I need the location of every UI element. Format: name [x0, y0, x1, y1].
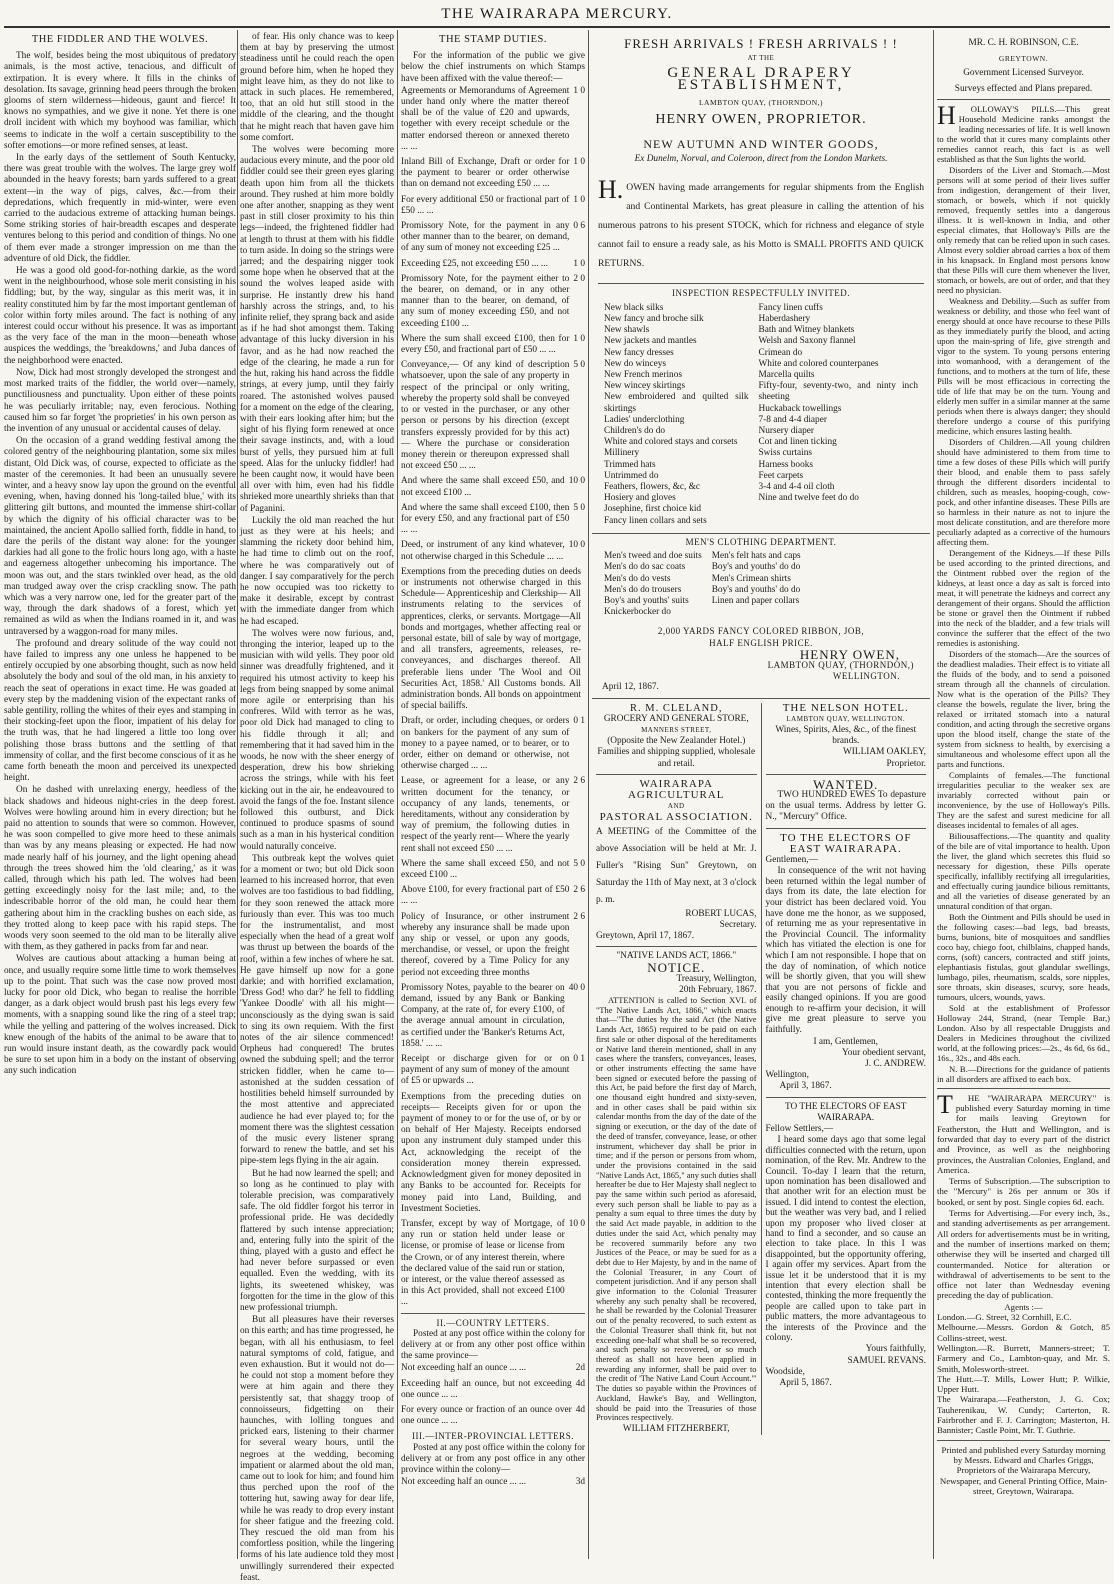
goods-item: 3-4 and 4-4 oil cloth	[758, 482, 835, 493]
clothing-item: Linen and paper collars	[711, 595, 800, 606]
duty-amount: 2 6	[573, 885, 585, 896]
clothing-item: Men's felt hats and caps	[711, 551, 801, 562]
owen-headline: FRESH ARRIVALS ! FRESH ARRIVALS ! !	[624, 36, 898, 51]
duty-amount: 4d	[575, 1378, 585, 1389]
article-paragraph: The wolf, besides being the most ubiquitous of predatory animals, is the most active, tenacious, and difficult of extirpation. It is every where. It fills in the chinks of desolation. Its savage, grinning head peers through the broken glooms of stern wilderness—hideous, gaunt and fierce! It knows no sympathies, and we give it none. Yet there is one droll incident with which my boyhood was familiar, which seems to indicate in the wolf a certain susceptibility to the softer emotions—or more refined senses, at least.	[4, 51, 236, 151]
electors1-closing: I am, Gentlemen,	[813, 1036, 879, 1047]
duty-amount: 1 0	[573, 85, 585, 96]
postage2-list	[401, 1477, 585, 1488]
owen-at-the: AT THE	[747, 54, 775, 63]
electors2-body: I heard some days ago that some legal difficulties connected with the return, upon nomination, of the Rev. Mr. Andrew to the Council. To-day I learn that the return, upon nomination has been disallowed and that another writ for an election must be issued. I did intend to contest the election, but the weather was very bad, and I relied upon my proposer who lived closer at hand to find a seconder, and so cause an election to take place. In this I was disappointed, but the opportunity offering, I again offer my services. Apart from the issue let it be understood that it is my intention that every election shall be contested, thinking the more frequently the people are called upon to take part in public matters, the more advantageous to the interests of the Province and the colony.	[765, 1135, 926, 1344]
goods-item: Welsh and Saxony flannel	[758, 336, 856, 347]
clothing-item: Men's do do vests	[604, 573, 671, 584]
owen-mens-list-right	[712, 551, 801, 618]
electors2-sig: SAMUEL REVANS.	[847, 1355, 926, 1366]
duty-description: Promissory Note, for the payment in any other manner than to the bearer, on demand, of any sum of money not exceeding £25 ...	[401, 221, 570, 254]
duty-row	[401, 157, 585, 191]
electors2-place: Woodside,	[765, 1366, 805, 1377]
duty-description: For every ounce or fraction of an ounce over one ounce ... ...	[401, 1404, 572, 1427]
article-paragraph: The wolves were now furious, and, thronging the interior, leaped up to the musician with wild yells. They poor old sinner was dreadfully frightened, and it required his utmost activity to keep his legs from being snapped by some animal more agile or enterprising than his confreres. Wild with terror as he was, poor old Dick had managed to cling to his fiddle through it all; and remembering that it had saved him in the woods, he now with the sheer energy of desperation, drew his bow shrieking across the strings, while with his feet kicking out in the air, he endeavoured to avoid the fangs of the foe. Instant silence followed this outburst, and Dick continued to produce spasms of sound such as a man in his hysterical condition would naturally conceive.	[240, 628, 394, 852]
owen-inspection: INSPECTION RESPECTFULLY INVITED.	[598, 283, 924, 299]
robinson-role: Government Licensed Surveyor.	[963, 68, 1084, 79]
duty-row	[401, 1054, 585, 1088]
goods-item: Children's do do	[604, 426, 666, 437]
goods-item: New embroidered and quilted silk skirtings	[604, 392, 749, 414]
owen-ribbon: 2,000 YARDS FANCY COLORED RIBBON, JOB,	[657, 626, 865, 637]
duty-description: Inland Bill of Exchange, Draft or order for the payment to bearer or order otherwise than on demand not exceeding £50 ... ...	[401, 157, 570, 190]
holloway-paragraph: Both the Ointment and Pills should be used in the following cases:—bad legs, bad breasts, burns, bunions, bite of mosquitoes and sandflies coco bay, chiego foot, chilblains, chapped hands, corns, (soft) cancers, contracted and stiff joints, elephantiasis fistulas, gout glandular swellings, lumbago, piles, rheumatism, scalds, sore nipples, sore throats, skin diseases, scurvy, sore heads, tumours, ulcers, wounds, yaws.	[937, 911, 1110, 1002]
postage-title: II.—COUNTRY LETTERS.	[436, 1317, 550, 1328]
cleland-name: R. M. CLELAND,	[630, 702, 723, 714]
holloway-paragraph: N. B.—Directions for the guidance of patients in all disorders are affixed to each box.	[937, 1063, 1110, 1084]
holloway-paragraph: Biliousaffections.—The quantity and quality of the bile are of vital importance to health. Upon the liver, the gland which secretes this fluid so necessary for digestion, these Pills operate specifically, infallibly rectifying all irregularities, and effectually curing jaundice bilious remittants, and all the varieties of disease generated by an unnatural condition of that organ.	[937, 830, 1110, 911]
mercury-paragraph: HE "WAIRARAPA MERCURY" is published every Saturday morning in time for mails leaving Greytown for Featherston, the Hutt and Wellington, and is forwarded that day to every part of the district and Province, as well as the neighboring provinces, the Australian Colonies, England, and America.	[937, 1092, 1110, 1175]
duty-row	[401, 1379, 585, 1401]
clothing-item: Men's Crimean shirts	[711, 573, 791, 584]
goods-item: Feet carpets	[758, 470, 804, 481]
goods-item: New French merinos	[604, 370, 682, 381]
duty-row	[401, 912, 585, 979]
article-paragraph: Now, Dick had most strongly developed the strongest and most marked traits of the fiddler, the world over—namely, punctiliousness and punctuality. Upon either of these points he was peculiarly irritable; nay, even ferocious. Nothing caused him so far forget 'the proprieties' in his own person as the invention of any unusual or accidental causes of delay.	[4, 367, 236, 434]
electors1-body: In consequence of the writ not having been returned within the legal number of days from its date, the late election for your district has been declared void. You have done me the honor, as we supposed, of returning me as your representative in the Provincial Council. The informality which has vitiated the election is one for which I am not responsible. I hope that on the day of nomination, of which notice will be shortly given, that you will shew that you are not persons of fickle and easily changed opinions. If you are good enough to re-affirm your decision, it will give me great pleasure to serve you faithfully.	[765, 866, 926, 1036]
duty-description: Conveyance,— Of any kind of description whatsoever, upon the sale of any property in respect of the principal or only writing, whereby the property sold shall be conveyed to or vested in the purchaser, or any other person or persons by his direction (except transfers expressly provided for by this act)— Where the purchase or consideration money therein or thereupon expressed shall not exceed £50 ... ...	[401, 360, 570, 472]
postage-intro: Posted at any post office within the colony for delivery at or from any other post office within the same province—	[401, 1328, 585, 1362]
duty-row	[401, 716, 585, 772]
article-body-continued	[240, 32, 394, 1584]
owen-goods-sub: Ex Dunelm, Norval, and Coleroon, direct from the London Markets.	[634, 154, 888, 165]
duty-row	[401, 360, 585, 472]
duty-row	[401, 859, 585, 881]
duty-row	[401, 1405, 585, 1427]
goods-item: Josephine, first choice kid	[604, 504, 702, 515]
electors2-date: April 5, 1867.	[779, 1378, 832, 1389]
duty-row	[401, 476, 585, 498]
column-divider	[397, 30, 398, 1559]
clothing-item: Men's do do trousers	[604, 584, 682, 595]
duty-description: Above £100, for every fractional part of £50 ... ...	[401, 885, 570, 907]
clothing-item: Knickerbocker do	[604, 607, 671, 618]
goods-item: New shawls	[604, 325, 650, 336]
column-divider	[588, 30, 589, 1559]
duty-row	[401, 776, 585, 854]
duty-description: Exceeding £25, not exceeding £50 ... ...	[401, 258, 548, 269]
duty-row	[401, 540, 585, 562]
duty-description: Agreements or Memorandums of Agreement under hand only where the matter thereof shall be of the value of £20 and upwards, together with every receipt schedule or the matter endorsed thereon or annexed thereto ... ...	[401, 85, 570, 152]
column-advertisements	[592, 32, 930, 1559]
article-paragraph: This outbreak kept the wolves quiet for a moment or two; but old Dick soon learned to his increased horror, that even wolves are too fastidious to bad fiddling, for they soon renewed the attack more furiously than ever. This was too much for the instrumentalist, and most especially when the head of a great wolf was thrust up between the boards of the roof, within a few inches of where he sat. He gave himself up now for a gone darkie; and with horrified exclamation, 'Dress God! who dar?' he fell to fiddling 'Yankee Doodle' with all his might—unconsciously as the dying swan is said to sing its own requiem. With the first notes of the air silence commenced! Orpheus had conquered! The brutes owned the subduing spell; and the terror stricken fiddler, when he came to—astonished at the sudden cessation of hostilities beheld himself surrounded by the most attentive and appreciated audience he had ever played to; for the moment there was the slightest cessation of the music every listener sprang forward to renew the battle, and set his pipe-stem legs flying in the air again.	[240, 853, 394, 1167]
masthead: THE WAIRARAPA MERCURY.	[441, 6, 673, 22]
holloway-paragraph: Complaints of females.—The functional irregularities peculiar to the weaker sex are invariably corrected without pain or inconvenience, by the use of Holloway's Pills. They are the safest and surest medicine for all diseases incidental to females of all ages.	[937, 769, 1110, 830]
nelson-addr: LAMBTON QUAY, WELLINGTON.	[786, 714, 906, 723]
clothing-item: Boy's and youths' do do	[711, 562, 801, 573]
goods-item: Bath and Witney blankets	[758, 325, 855, 336]
imprint: Printed and published every Saturday morning by Messrs. Edward and Charles Griggs, Proprietors of the Wairarapa Mercury, Newspaper, and General Printing Office, Main-street, Greytown, Wairarapa.	[937, 1440, 1110, 1496]
agent-entry: The Hutt.—T. Mills, Lower Hutt; P. Wilkie, Upper Hutt.	[937, 1373, 1110, 1395]
agent-entry: The Wairarapa.—Featherston, J. G. Cox; Tauherenikau, W. Cundy; Carterton, R. Fairbrother and F. J. Carrington; Masterton, H. Bannister; Castle Point, Mr. T. Guthrie.	[937, 1394, 1110, 1436]
duty-amount: 1 0	[573, 258, 585, 269]
article-paragraph: On the occasion of a grand wedding festival among the colored gentry of the neighbouring plantation, some six miles distant, Old Dick was, of course, expected to officiate as the master of the ceremonies. It had been an unusually severe winter, and a heavy snow lay upon the ground on the eventful evening, when, having donned his 'long-tailed blue,' with its glittering gilt buttons, and mounted the immense shirt-collar by which the dignity of his official character was to be maintained, the ancient Apollo sallied forth, fiddle in hand, to dare the perils of the distant way alone: for the younger darkies had all gone to the frolic hours long ago, with a haste and eagerness altogether unbecoming his importance. The moon was out, and the stars twinkled over head, as the old man trudged away over the crisp crackling snow. The path which was a very narrow one, led for the greater part of the way, through the dark shadows of a forest, which yet remained as wild as when the Indians roamed in it, and was untraversed by a waggon-road for many miles.	[4, 436, 236, 637]
duty-row	[401, 195, 585, 217]
goods-item: Cot and linen ticking	[758, 437, 837, 448]
duty-row	[401, 885, 585, 907]
agents-title: Agents :—	[1004, 1301, 1043, 1312]
duty-description: And where the same shall exceed £100, then for every £50, and any fractional part of £50 ... ...	[401, 502, 570, 536]
mercury-dropcap: T	[937, 1089, 953, 1119]
article-paragraph: In the early days of the settlement of South Kentucky, there was great trouble with the wolves. The large grey wolf abounded in the heavy forests; barn yards suffered to a great extent—in the way of pigs, calves, &c.—from their depredations, which frequently in mid-winter, were even carried to the audacious extreme of attacking human beings. Some striking stories of hair-breadth escapes and desperate ventures belong to this period and condition of things. No one of them ever made a stronger impression on me than the adventure of old Dick, the fiddler.	[4, 153, 236, 264]
agent-entry: London.—G. Street, 32 Cornhill, E.C.	[937, 1312, 1072, 1323]
goods-item: New jackets and mantles	[604, 336, 697, 347]
goods-item: White and colored counterpanes	[758, 358, 879, 369]
cleland-body: Families and shipping supplied, wholesale and retail.	[597, 747, 756, 769]
goods-item: Fancy linen collars and sets	[604, 515, 707, 526]
agri-and: AND	[667, 802, 685, 811]
goods-item: 7-8 and 4-4 diaper	[758, 414, 827, 425]
holloway-paragraph: Disorders of the Liver and Stomach.—Most persons will at some period of their lives suffer from indigestion, derangement of their liver, stomach, or bowels, which if not quickly removed, frequently settles into a dangerous illness. It is well-known in India, and other especial climates, that Holloway's Pills are the only remedy that can be relied upon in such cases. Almost every soldier abroad carries a box of them in his knapsack. In England most persons know that these Pills will cure them whenever the liver, stomach, or bowels, are out of order, and that they need no physician.	[937, 164, 1110, 295]
duty-row	[401, 1092, 585, 1215]
duty-amount: 0 1	[573, 1054, 585, 1065]
duty-row	[401, 86, 585, 153]
electors2-closing: Yours faithfully,	[865, 1344, 926, 1355]
owen-establishment: GENERAL DRAPERY ESTABLISHMENT,	[667, 65, 855, 93]
stamp-duties-list	[401, 86, 585, 1309]
goods-item: Ladies' underclothing	[604, 414, 685, 425]
column-fiddler	[4, 32, 236, 1559]
nelson-name: WILLIAM OAKLEY,	[843, 747, 926, 758]
clothing-item: Boy's and youths' suits	[604, 595, 689, 606]
goods-item: Millinery	[604, 448, 640, 459]
agri-title2: PASTORAL ASSOCIATION.	[599, 811, 753, 824]
duty-amount: 10 0	[568, 476, 585, 487]
article-paragraph: Wolves are cautious about attacking a human being at once, and usually require some little time to work themselves up to the point. That such was the case now proved most lucky for poor old Dick, who began to realise the horrible danger, as a dark object would brush past his legs every few moments, with a snapping sound like the ring of a steel trap; while the yelling and pattering of the wolves increased. Dick knew enough of the habits of the animal to be aware that to run would insure instant death, as the cowardly pack would be sure to set upon him in a body on the instant of observing any such indication	[4, 954, 236, 1077]
robinson-body: Surveys effected and Plans prepared.	[954, 83, 1093, 94]
electors1-sig: J. C. ANDREW.	[865, 1059, 926, 1070]
duty-amount: 2 0	[573, 273, 585, 284]
goods-item: Nine and twelve feet do do	[758, 493, 859, 504]
cleland-street: MANNERS STREET,	[641, 725, 712, 734]
holloway-paragraph: Weakness and Debility.—Such as suffer from weakness or debility, and those who feel want of energy should at once have recourse to these Pills as they immediately purify the blood, and acting upon the main-spring of life, give strength and vigor to the system. To young persons entering into womanhood, with a derangement of the functions, and to mothers at the turn of life, these Pills will be most efficacious in correcting the tide of life that may be on the turn. Young and elderly men suffer in a similar manner at the same periods when there is always danger; they should therefore undergo a course of this purifying medicine, which ensures lasting health.	[937, 295, 1110, 436]
native-sig: WILLIAM FITZHERBERT,	[622, 1423, 730, 1434]
duty-row	[401, 1219, 585, 1309]
duty-row	[401, 334, 585, 356]
native-date: 20th February, 1867.	[679, 984, 757, 995]
goods-item: Haberdashery	[758, 314, 811, 325]
goods-item: Fifty-four, seventy-two, and ninty inch sheeting	[758, 381, 918, 403]
holloway-advert	[937, 100, 1110, 1084]
duty-description: Not exceeding half an ounce ... ...	[401, 1363, 526, 1374]
agent-entry: Wellington.—R. Burrett, Manners-street; T. Farmery and Co., Lambton-quay, and Mr. S. Smith, Molesworth-street.	[937, 1342, 1110, 1374]
column-notices	[937, 32, 1110, 1559]
article-paragraph: Luckily the old man reached the hut just as they were at his heels; and slamming the rickety door behind him, he had time to climb out on the roof, where he was comparatively out of danger. I say comparatively for the perch he now occupied was too ricketty to make it desirable, except by contrast with the immediate danger from which he had escaped.	[240, 515, 394, 627]
stamp-duties-intro: For the information of the public we give below the chief instruments on which Stamps have been affixed with the value thereof:—	[401, 51, 585, 84]
article-paragraph: But he had now learned the spell; and so long as he continued to play with tolerable precision, was comparatively safe. The old fiddler forgot his terror in professional pride. He was decidedly flattered by such intense appreciation; and, entering fully into the spirit of the thing, played with a gusto and effect he had never before surpassed or even equalled. Even the wedding, with its lights, its sweetened whiskey, was forgotten for the time in the glow of this new professional triumph.	[240, 1168, 394, 1313]
duty-description: Where the same shall exceed £50, and not exceed £100 ...	[401, 858, 570, 881]
agents-list	[937, 1312, 1110, 1436]
owen-mens-list-left	[604, 551, 702, 618]
electors1-place: Wellington,	[765, 1070, 809, 1081]
wanted-title: WANTED.	[813, 776, 879, 792]
duty-amount: 10 0	[568, 540, 585, 551]
article-paragraph: But all pleasures have their reverses on this earth; and has time progressed, he began, with all his enthusiasm, to feel natural symptoms of cold, fatigue, and even exhaustion. But it would not do—he could not stop a moment before they were at him again and there they persistently sat, that shaggy troop of connoisseurs, fidgetting on their haunches, with lolling tongues and pricked ears, listening to their charmer for several weary hours, until the negroes at the wedding, becoming impatient or alarmed about the old man, came out to look for him; and found him thus perched upon the roof of the tottering hut, sawing away for dear life, while he was ready to drop every instant for sheer fatigue and the freezing cold. They rescued the old man from his comfortless position, while the lingering forms of his late audience told they most unwillingly surrendered their expected feast.	[240, 1315, 394, 1583]
owen-mens-title: MEN'S CLOTHING DEPARTMENT.	[592, 533, 930, 548]
column-divider	[237, 30, 238, 1559]
holloway-paragraph: Disorders of the stomach—Are the sources of the deadliest maladies. Their effect is to vitiate all the fluids of the body, and to send a poisoned stream through all the channels of circulation. Now what is the operation of the Pills? They cleanse the bowels, regulate the liver, bring the relaxed or irritated stomach into a natural condition, and acting through the secretive organs upon the blood itself, change the state of the system from sickness to health, by exercising a simultaneous and wholesome effect upon all the parts and functions.	[937, 648, 1110, 769]
native-title: "NATIVE LANDS ACT, 1866."	[616, 951, 737, 962]
owen-proprietor: HENRY OWEN, PROPRIETOR.	[655, 112, 867, 128]
goods-item: White and colored stays and corsets	[604, 437, 738, 448]
holloway-paragraph: Sold at the establishment of Professor Holloway 244, Strand, (near Temple Bar,) London. Also by all respectable Druggists and Dealers in Medicines throughout the civilized world, at the following prices:—2s., 4s 6d, 6s 6d., 16s., 32s., and 48s each.	[937, 1002, 1110, 1063]
postage2-title: III.—INTER-PROVINCIAL LETTERS.	[412, 1431, 574, 1442]
owen-goods-list-right	[759, 303, 918, 527]
column-stamp-duties	[401, 32, 585, 1559]
native-notice: NOTICE.	[647, 960, 706, 976]
goods-item: Harness books	[758, 459, 813, 470]
duty-row	[401, 567, 585, 713]
agri-date: Greytown, April 17, 1867.	[596, 930, 695, 941]
duty-description: Where the sum shall exceed £100, then for every £50, and fractional part of £50 ... ...	[401, 333, 570, 356]
duty-amount: 1 0	[573, 157, 585, 168]
electors1-title: TO THE ELECTORS OF EAST WAIRARAPA.	[780, 831, 912, 855]
duty-amount: 5 0	[573, 858, 585, 869]
duty-row	[401, 221, 585, 255]
duty-description: Not exceeding half an ounce ... ...	[401, 1477, 526, 1488]
clothing-item: Boy's and youths' do do	[711, 584, 801, 595]
native-body: ATTENTION is called to Section XVI. of "The Native Lands Act, 1866," which enacts that—"The duties by the said Act (the Native Lands Act, 1865) required to be paid on each first sale or other disposal of the hereditaments or Native land therein mentioned, shall in any cases where the transfers, conveyances, leases, or other instruments effecting the same have been signed or executed before the passing of this Act, be paid before the first day of March, one thousand eight hundred and sixty-seven, and in other cases shall be paid within six calendar months from the day of the date of the signing or execution, or the day of the date of the deed of transfer, conveyance, lease, or other instrument, whichever day shall be prior in time; and if the person or persons from whom, under the provisions contained in the said "Native Lands Act, 1865," any such duties shall hereafter be due to Her Majesty shall neglect to pay the same within such period as aforesaid, every such person shall be liable to pay as a penalty a sum equal to three times the duty by the said Act made payable, in addition to the duties under the said Act, which penalty may be recovered summarily before any two Justices of the Peace, or may be sued for as a debt due to Her Majesty, by and in the name of the Colonial Treasurer, in any Court of competent jurisdiction. And if any person shall give information to the Colonial Treasurer whereby any such penalty shall be recovered, he shall be rewarded by the Colonial Treasurer out of the penalty recovered, to such extent as the Colonial Treasurer shall think fit, but not exceeding one-half what shall be so recovered, and such penalty so recovered, or so much thereof as shall not have been applied in rewarding any informer, shall be paid over to the credit of 'The Native Land Court Account.'" The duties so payable within the Provinces of Auckland, Hawke's Bay, and Wellington, should be paid into the Treasuries of those Provinces respectively.	[596, 995, 757, 1423]
article-title: THE FIDDLER AND THE WOLVES.	[31, 34, 209, 45]
article-body	[4, 51, 236, 1077]
agent-entry: Melbourne.—Messrs. Gordon & Gotch, 85 Collins-street, west.	[937, 1322, 1110, 1343]
goods-item: Nursery diaper	[758, 426, 815, 437]
robinson-place: GREYTOWN.	[998, 54, 1049, 64]
clothing-item: Men's tweed and doe suits	[604, 551, 702, 562]
duty-row	[401, 1363, 585, 1374]
duty-description: Promissory Notes, payable to the bearer on demand, issued by any Bank or Banking Company, at the rate of, for every £100, of the average annual amount in circulation, as certified under the 'Banker's Returns Act, 1858.' ... ...	[401, 982, 565, 1049]
duty-description: Draft, or order, including cheques, or orders on bankers for the payment of any sum of money to a payee named, or to bearer, or to order, either on demand or otherwise, not otherwise charged ... ...	[401, 716, 570, 772]
holloway-paragraph: Derangement of the Kidneys.—If these Pills be used according to the printed directions, and the Ointment rubbed over the region of the kidneys, at least once a day as salt is forced into meat, it will penetrate the kidneys and correct any derangement of their organs. Should the affliction be stone or gravel then the Ointment if rubbed into the neck of the bladder, and a few trials will convince the sufferer that the effect of the two remedies is astonishing.	[937, 547, 1110, 648]
holloway-dropcap: H	[937, 100, 956, 130]
duty-amount	[581, 567, 585, 713]
goods-item: New fancy dresses	[604, 347, 674, 358]
electors1-closing2: Your obedient servant,	[841, 1047, 926, 1058]
owen-sig-addr: LAMBTON QUAY, (THORNDON,)	[767, 659, 914, 670]
cleland-title: GROCERY AND GENERAL STORE,	[603, 713, 749, 724]
duty-description: And where the same shall exceed £50, and not exceed £100 ...	[401, 476, 565, 498]
nelson-body: Wines, Spirits, Ales, &c., of the finest brands.	[775, 724, 917, 747]
duty-description: Exemptions from the preceding duties on receipts— Receipts given for or upon the payment of money to or for the use of, or by or on behalf of Her Majesty. Receipts endorsed upon any instrument duly stamped under this Act, acknowledging the receipt of the consideration money therein expressed. Acknowledgment given for money deposited in any Banks to be accounted for. Receipts for money paid into Land, Building, and Investment Societies.	[401, 1091, 581, 1214]
duty-amount: 2d	[575, 1363, 585, 1374]
goods-item: Hosiery and gloves	[604, 493, 676, 504]
duty-description: Policy of Insurance, or other instrument whereby any insurance shall be made upon any ship or vessel, or upon any goods, merchandise, or vessel, or upon the freight thereof, covered by a Time Policy for any period not exceeding three months	[401, 911, 570, 978]
goods-item: Crimean do	[758, 347, 803, 358]
agri-role: Secretary.	[719, 919, 757, 930]
article-paragraph: The profound and dreary solitude of the way could not have failed to impress any one unless he happened to be entirely occupied by one absorbing thought, such as now held absolutely the body and soul of the old man, in his anxiety to reach the seat of operations in exact time. He was goaded at every step by the maddening vision of the expectant ranks of sable gentility, rolling the whites of their eyes and stamping in their stocking-feet upon the floor, impatient of his delay for the truth was, that he had lingered a little too long over polishing those brass buttons and the settling of that immensity of collar, and the first become conscious of it as he came forth beneath the moon and perceived its unexpected height.	[4, 638, 236, 784]
clothing-item: Men's do do sac coats	[604, 562, 686, 573]
duty-amount: 3d	[575, 1477, 585, 1488]
duty-amount: 5 0	[573, 502, 585, 513]
duty-row	[401, 274, 585, 330]
duty-amount: 0 6	[573, 221, 585, 232]
agri-sig: ROBERT LUCAS,	[685, 908, 757, 919]
postage-list	[401, 1363, 585, 1427]
mercury-paragraph: Terms of Subscription.—The subscription to the "Mercury" is 26s per annum or 30s if booked, or sent by post. Single copies 6d. each.	[937, 1176, 1110, 1207]
postage2-intro: Posted at any post office within the colony for delivery at or from any post office in any other province within the colony—	[401, 1442, 585, 1475]
mercury-notice	[937, 1089, 1110, 1301]
goods-item: Swiss curtains	[758, 448, 812, 459]
owen-dropcap: H.	[598, 174, 624, 204]
holloway-paragraph: Disorders of Children.—All young children should have administered to them from time to time a few doses of these Pills which will purify their blood, and enable them to pass safely through the different disorders incidental to children, such as measles, hooping-cough, cow-pock, and other infantine diseases. These Pills are so harmless in their nature as not to injure the most delicate constitution, and are therefore more peculiarly adapted as a corrective of the humours affecting them.	[937, 436, 1110, 547]
goods-item: Fancy linen cuffs	[758, 302, 823, 313]
goods-item: New black silks	[604, 302, 664, 313]
wanted-body: TWO HUNDRED EWES To depasture on the usual terms. Address by letter G. N., "Mercury" Office.	[765, 789, 926, 823]
owen-sig-name: HENRY OWEN,	[799, 646, 900, 662]
goods-item: New wincey skirtings	[604, 381, 686, 392]
duty-amount: 1 0	[573, 194, 585, 205]
owen-goods-list-left	[604, 303, 749, 527]
duty-amount	[581, 1092, 585, 1215]
duty-description: For every additional £50 or fractional part of £50 ... ...	[401, 194, 570, 216]
column-fiddler-continued	[240, 32, 394, 1583]
goods-item: Trimmed hats	[604, 459, 656, 470]
owen-date: April 12, 1867.	[602, 682, 659, 693]
duty-description: Promissory Note, for the payment either to the bearer, on demand, or in any other manner than to the bearer, on demand, of any sum of money exceeding £50, and not exceeding £100 ...	[401, 273, 570, 329]
goods-item: New fancy and broche silk	[604, 314, 704, 325]
duty-description: Exceeding half an ounce, but not exceeding one ounce ... ...	[401, 1378, 572, 1400]
agri-body: A MEETING of the Committee of the above Association will be held at Mr. J. Fuller's "Rising Sun" Greytown, on Saturday the 11th of May next, at 3 o'clock p. m.	[596, 826, 757, 905]
owen-goods-title: NEW AUTUMN AND WINTER GOODS,	[643, 137, 879, 152]
column-divider	[933, 30, 934, 1559]
electors2-title: TO THE ELECTORS OF EAST WAIRARAPA.	[785, 1101, 907, 1123]
goods-item: Huckaback towellings	[758, 403, 842, 414]
duty-row	[401, 503, 585, 537]
duty-row	[401, 1477, 585, 1488]
duty-amount: 1 0	[573, 333, 585, 344]
robinson-name: MR. C. H. ROBINSON, C.E.	[968, 38, 1079, 48]
nelson-role: Proprietor.	[886, 758, 926, 769]
masthead-rule	[4, 26, 1110, 28]
goods-item: New do winceys	[604, 358, 666, 369]
electors1-date: April 3, 1867.	[779, 1081, 832, 1092]
native-place: Treasury, Wellington,	[676, 973, 757, 984]
duty-row	[401, 983, 585, 1050]
duty-amount: 40 0	[568, 982, 585, 993]
duty-amount: 4d	[575, 1404, 585, 1415]
cleland-opp: (Opposite the New Zealander Hotel.)	[607, 736, 746, 747]
duty-description: Deed, or instrument of any kind whatever, not otherwise charged in this Schedule ... ...	[401, 540, 565, 562]
duty-amount: 2 6	[573, 776, 585, 787]
mercury-paragraph: Terms for Advertising.—For every inch, 3s., and standing advertisements as per arrangement. All orders for advertisements must be in writing, and the number of insertions marked on them; otherwise they will be inserted and charged till countermanded. Notice for alteration or withdrawal of advertisements to be sent to the office not later than Wednesday evening preceding the day of publication.	[937, 1208, 1110, 1301]
article-paragraph: On he dashed with unrelaxing energy, heedless of the black shadows and hideous night-cries in the deep forest. Wolves were howling around him in every direction; but he paid no attention to sounds that were so common. However, he was soon compelled to give more heed to these animals than was by any means pleasing or expected. He had now made nearly half of his journey, and the light opening ahead through the trees showed him the 'old clearing,' as it was called, through which his path led. The wolves had been getting exceedingly noisy for the last mile; and, to the indescribable horror of the old man, he could hear them gathering about him in the crackling bushes on each side, as they trotted along to keep pace with his rapid steps. The woods very soon seemed to the old man to be literally alive with them, as they gathered in packs from far and near.	[4, 785, 236, 953]
nelson-title: THE NELSON HOTEL.	[782, 701, 909, 714]
article-paragraph: of fear. His only chance was to keep them at bay by preserving the utmost steadiness until he could reach the open ground before him, when he hoped they might leave him, as they do not like to attack in such places. He remembered, too, that an old hut still stood in the middle of the clearing, and the thought that he might reach that haven gave him some comfort.	[240, 32, 394, 143]
duty-amount: 0 1	[573, 716, 585, 727]
duty-description: Lease, or agreement for a lease, or any written document for the tenancy, or occupancy of any lands, tenements, or hereditaments, without any consideration by way of premium, the following duties in respect of the yearly rent— Where the yearly rent shall not exceed £50 ... ...	[401, 776, 570, 854]
owen-address: LAMBTON QUAY, (THORNDON,)	[698, 97, 824, 107]
stamp-duties-title: THE STAMP DUTIES.	[439, 34, 547, 45]
agri-title: WAIRARAPA AGRICULTURAL	[627, 777, 725, 801]
article-paragraph: The wolves were becoming more audacious every minute, and the poor old fiddler could see their green eyes glaring death upon him from all the thickets around. They rushed at him more boldly one after another, snapping as they went past in still closer proximity to his thin legs—indeed, the frightened fiddler had at length to thrust at them with his fiddle to turn aside. In doing so the strings were jarred; and the despairing nigger took some hope when he observed that at the sound the wolves leaped aside with surprise. He instantly drew his hand harshly across the strings, and, to his infinite relief, they sprang back and aside as if he had shot amongst them. Taking advantage of this lucky diversion in his favor, and as he had now reached the edge of the clearing, he made a run for the hut, raking his hand across the fiddle strings, at every jump, until they fairly roared. The astonished wolves paused for a moment on the edge of the clearing, with their ears looking after him; but the sight of his flying form renewed at once their savage instincts, and, with a loud burst of yells, they pursued him at full speed. Alas for the unlucky fiddler! had he been caught now, it would have been all over with him, even had his fiddle shrieked more unearthly shrieks than that of Paganini.	[240, 145, 394, 514]
duty-amount: 10 0	[568, 1218, 585, 1229]
electors2-salutation: Fellow Settlers,—	[765, 1124, 834, 1135]
holloway-paragraph: OLLOWAY'S PILLS.—This great Household Medicine ranks amongst the leading necessaries of life. It is well known to the world that it cures many complaints other remedies cannot reach, this fact is as well established as that the Sun lights the world.	[937, 103, 1110, 164]
duty-amount: 2 6	[573, 911, 585, 922]
goods-item: Marcella quilts	[758, 370, 815, 381]
duty-amount: 5 0	[573, 360, 585, 371]
electors1-salutation: Gentlemen,—	[765, 854, 818, 865]
article-paragraph: He was a good old good-for-nothing darkie, as the word went in the neighbourhood, whose sole merit consisting in his fiddling; but, by the way, singular as this merit was, it in reality constituted him by far the most important gentleman of color within forty miles around. The fact is nothing of any interest could occur without his presence. It was as important as the very face of the man in the moon—beneath whose auspices the weddings, the 'breakdowns,' and Juba dances of the neighborhood were enacted.	[4, 266, 236, 366]
duty-row	[401, 259, 585, 270]
owen-ribbon2: HALF ENGLISH PRICE.	[709, 637, 813, 648]
goods-item: Feathers, flowers, &c, &c	[604, 482, 701, 493]
owen-sig-city: WELLINGTON.	[832, 671, 900, 682]
owen-body: OWEN having made arrangements for regular shipments from the English and Continental Markets, has great pleasure in calling the attention of his numerous patrons to his present STOCK, which for richness and elegance of style cannot fail to ensure a ready sale, as his Motto is SMALL PROFITS AND QUICK RETURNS.	[598, 181, 924, 269]
goods-item: Untrimmed do	[604, 470, 659, 481]
duty-description: Transfer, except by way of Mortgage, of any run or station held under lease or license, or promise of lease or license from the Crown, or of any interest therein, where the declared value of the said run or station, or interest, or the value thereof assessed as in this Act provided, shall not exceed £100 ...	[401, 1218, 565, 1308]
duty-description: Exemptions from the preceding duties on deeds or instruments not otherwise charged in this Schedule— Apprenticeship and Clerkship— All instruments relating to the services of apprentices, clerks, or servants. Mortgage—All bonds and mortgages, whether affecting real or personal estate, bill of sale by way of mortgage, and all transfers, agreements, releases, re-conveyances, and discharges thereof. All preferable liens under 'The Wool and Oil Securities Act, 1858.' All Customs bonds. All administration bonds. All bonds on appointment of special bailiffs.	[401, 566, 581, 712]
duty-description: Receipt or discharge given for or on payment of any sum of money of the amount of £5 or upwards ...	[401, 1054, 570, 1087]
